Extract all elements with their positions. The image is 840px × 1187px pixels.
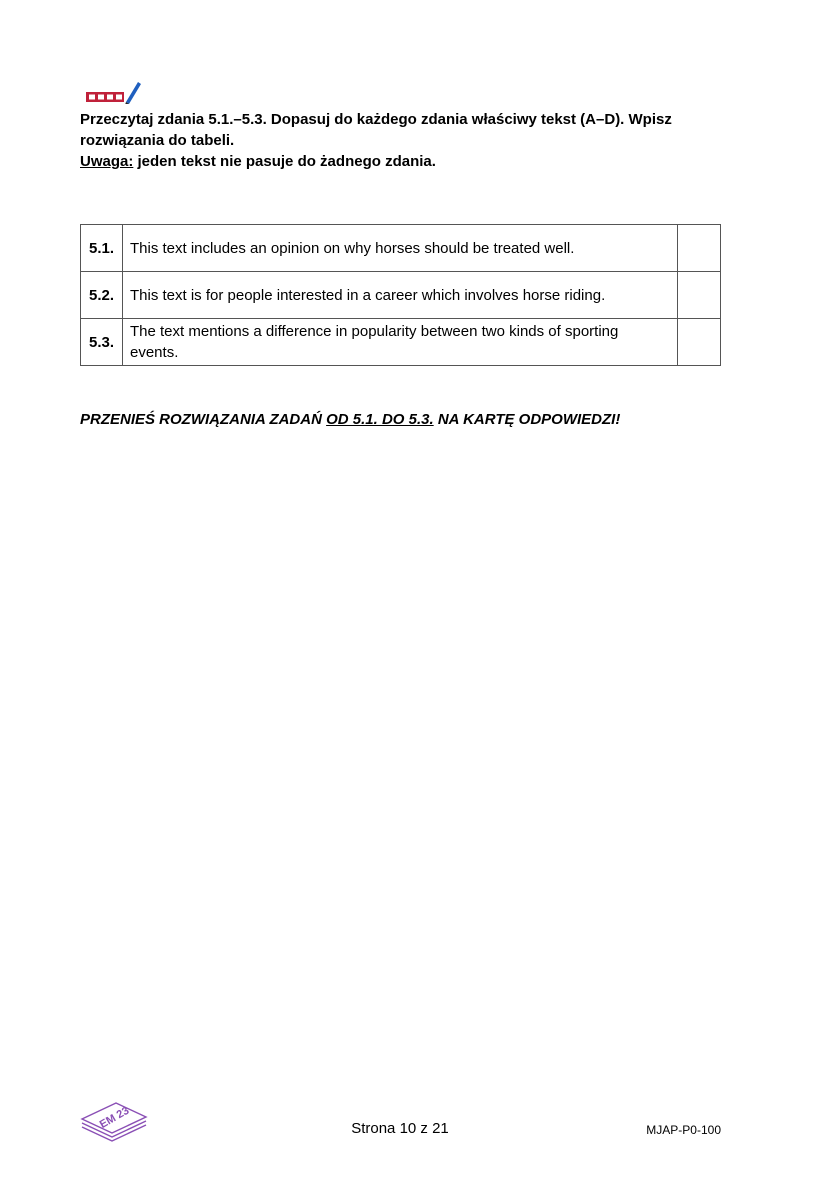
answer-cell[interactable] (678, 319, 721, 366)
note-label: Uwaga: (80, 153, 134, 170)
item-number: 5.3. (81, 319, 123, 366)
table-row (81, 319, 721, 366)
exam-logo (78, 1093, 150, 1145)
table-row (81, 225, 721, 272)
page-number: Strona 10 z 21 (351, 1120, 449, 1137)
transfer-notice (80, 411, 620, 428)
answer-cell[interactable] (678, 272, 721, 319)
item-number: 5.2. (81, 272, 123, 319)
matching-table (80, 224, 721, 366)
table-row (81, 272, 721, 319)
note-text: jeden tekst nie pasuje do żadnego zdania. (133, 153, 436, 170)
svg-text:EM 23: EM 23 (97, 1104, 132, 1132)
exam-code: MJAP-P0-100 (646, 1123, 721, 1137)
item-sentence: This text includes an opinion on why horses should be treated well. (123, 225, 678, 272)
transfer-range: OD 5.1. DO 5.3. (326, 411, 434, 428)
answer-cell[interactable] (678, 225, 721, 272)
transfer-text-end: NA KARTĘ ODPOWIEDZI! (433, 411, 621, 428)
transfer-text-start: PRZENIEŚ ROZWIĄZANIA ZADAŃ (80, 411, 327, 428)
item-number: 5.1. (81, 225, 123, 272)
note (80, 151, 740, 172)
task-instructions (80, 109, 740, 172)
instruction-text: Przeczytaj zdania 5.1.–5.3. Dopasuj do każdego zdania właściwy tekst (A–D). Wpisz rozwiązania do tabeli. (80, 111, 672, 149)
writing-task-icon (86, 80, 142, 104)
item-sentence: The text mentions a difference in popularity between two kinds of sporting events. (123, 319, 678, 366)
item-sentence: This text is for people interested in a career which involves horse riding. (123, 272, 678, 319)
